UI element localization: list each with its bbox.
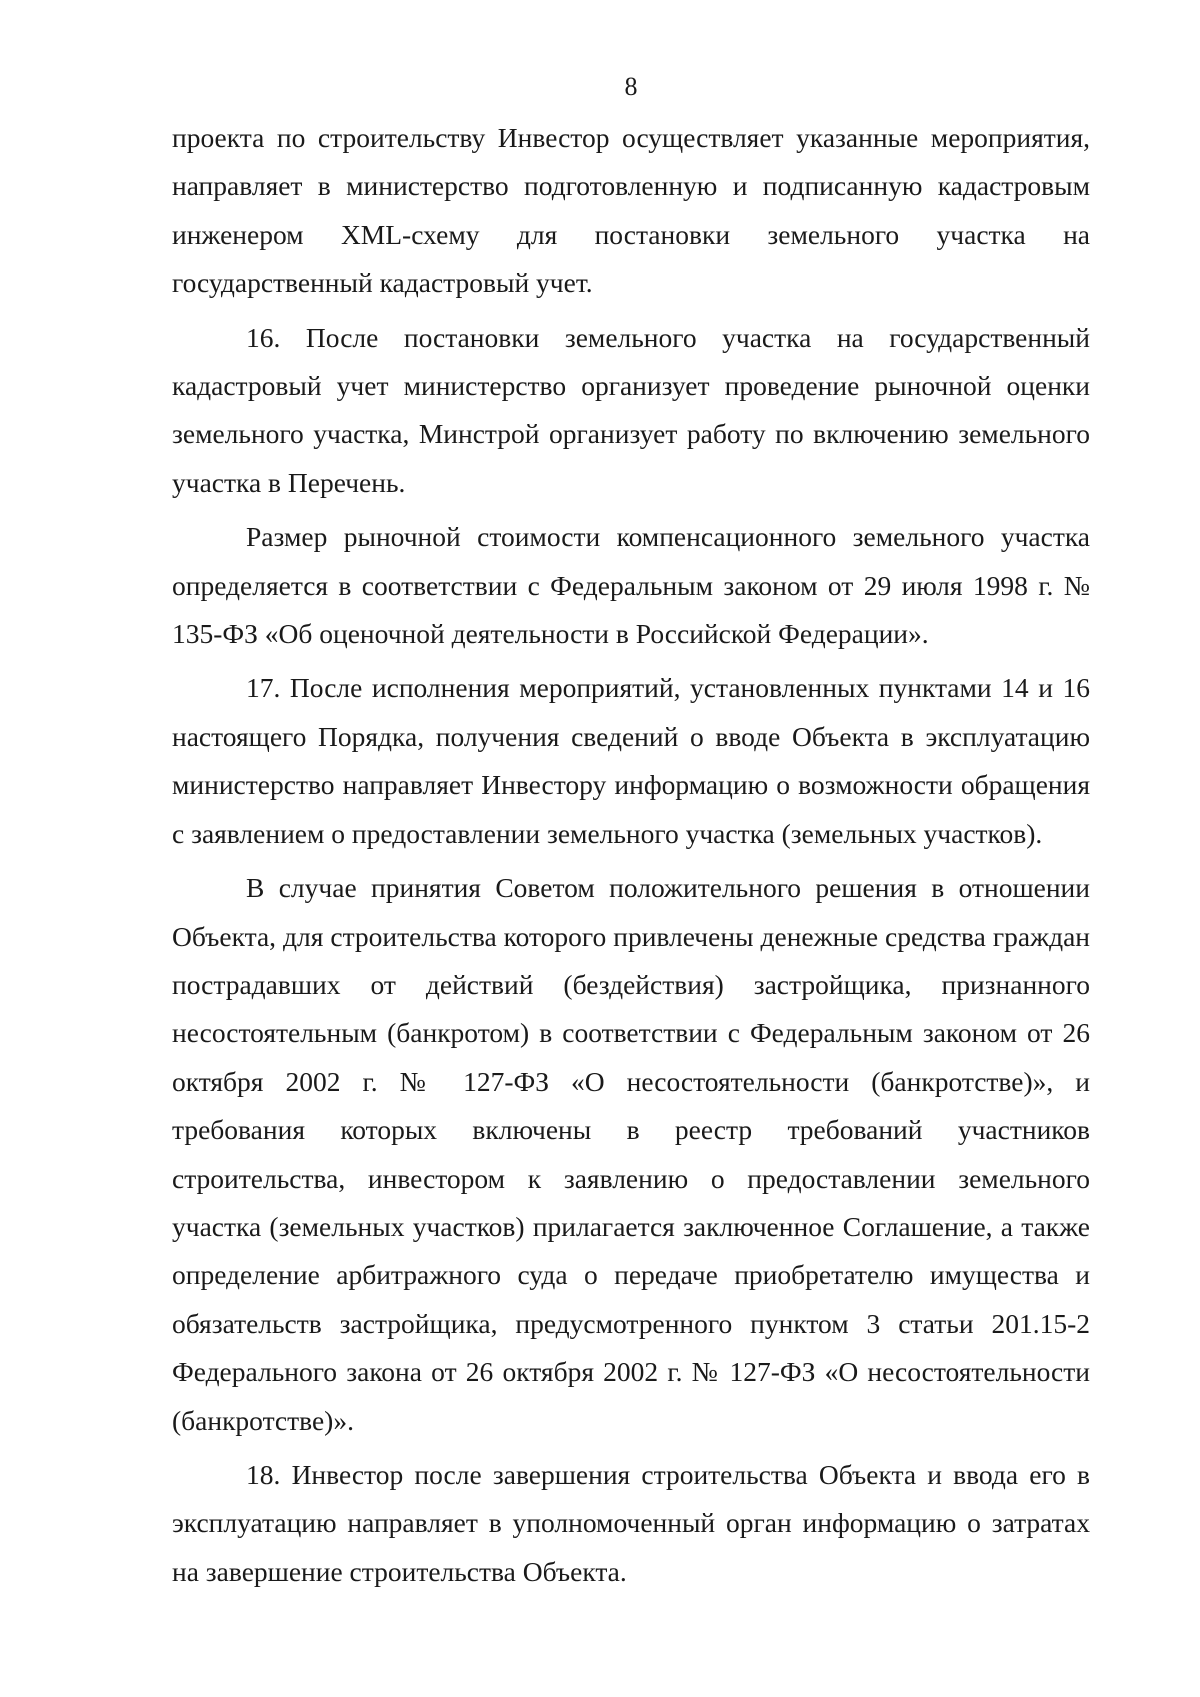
paragraph-item-16: 16. После постановки земельного участка на государственный кадастровый учет министерство организует проведение рыночной оценки земельного участка, Минстрой организует работу по включению земельного участка в Перечень. <box>172 321 1090 498</box>
paragraph-market-value: Размер рыночной стоимости компенсационного земельного участка определяется в соответствии с Федеральным законом от 29 июля 1998 г. № 135-ФЗ «Об оценочной деятельности в Российской Федерации». <box>172 521 1090 650</box>
paragraph-item-17: 17. После исполнения мероприятий, установленных пунктами 14 и 16 настоящего Порядка, получения сведений о вводе Объекта в эксплуатацию министерство направляет Инвестору информацию о возможности обращения с заявлением о предоставлении земельного участка (земельных участков). <box>172 672 1090 849</box>
document-body <box>172 114 1090 1596</box>
paragraph-item-18: 18. Инвестор после завершения строительства Объекта и ввода его в эксплуатацию направляет в уполномоченный орган информацию о затратах на завершение строительства Объекта. <box>172 1458 1090 1587</box>
paragraph-continuation: проекта по строительству Инвестор осуществляет указанные мероприятия, направляет в министерство подготовленную и подписанную кадастровым инженером XML-схему для постановки земельного участка на государственный кадастровый учет. <box>172 122 1090 299</box>
page-number: 8 <box>624 72 638 101</box>
paragraph-council-decision: В случае принятия Советом положительного решения в отношении Объекта, для строительства которого привлечены денежные средства граждан пострадавших от действий (бездействия) застройщика, признанного несостоятельным (банкротом) в соответствии с Федеральным законом от 26 октября 2002 г. № 127-ФЗ «О несостоятельности (банкротстве)», и требования которых включены в реестр требований участников строительства, инвестором к заявлению о предоставлении земельного участка (земельных участков) прилагается заключенное Соглашение, а также определение арбитражного суда о передаче приобретателю имущества и обязательств застройщика, предусмотренного пунктом 3 статьи 201.15-2 Федерального закона от 26 октября 2002 г. № 127-ФЗ «О несостоятельности (банкротстве)». <box>172 872 1090 1436</box>
